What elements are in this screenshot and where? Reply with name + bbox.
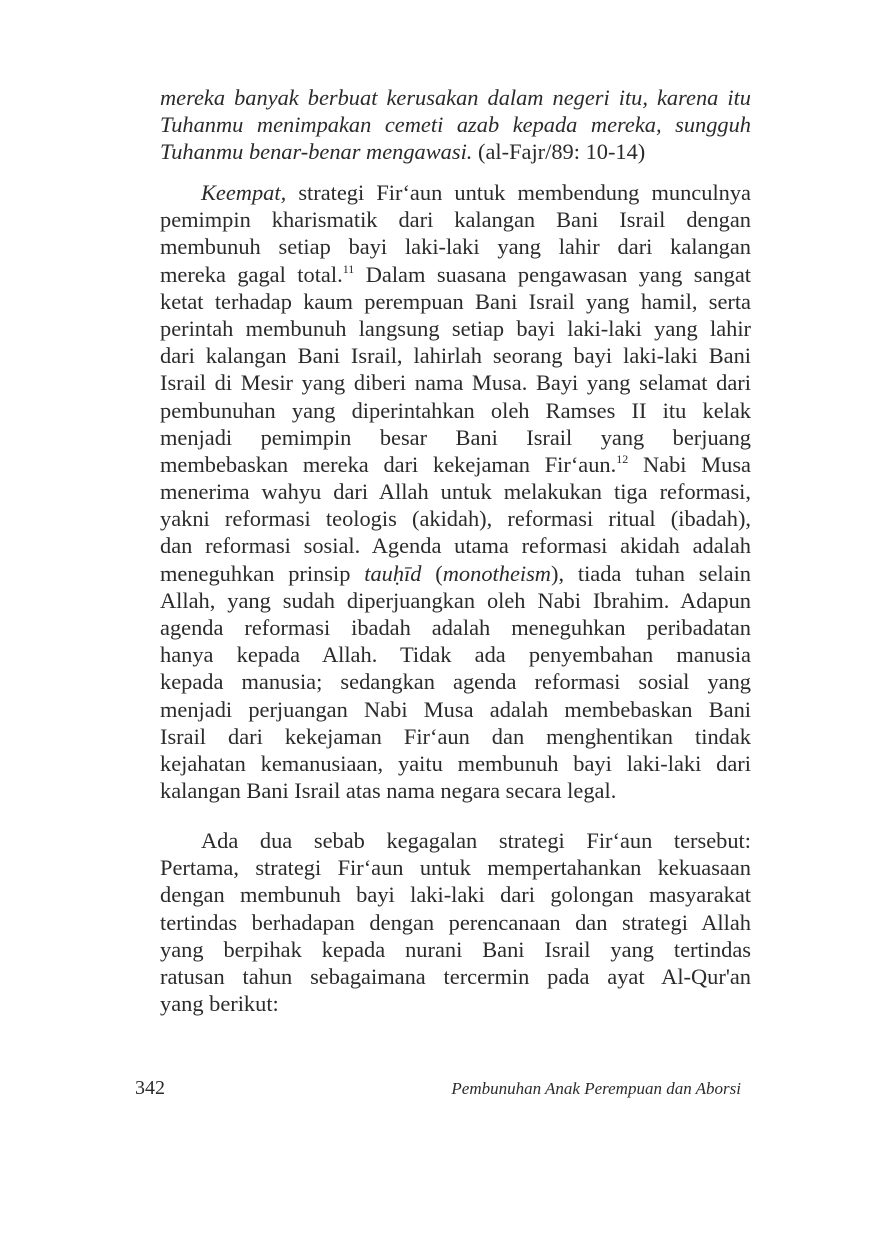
term-monotheism: monotheism (442, 560, 551, 586)
paragraph-line: yang berpihak kepada nurani Bani Israil yang tertindas (160, 936, 751, 962)
quote-line: mereka banyak berbuat kerusakan dalam negeri itu, karena itu (160, 85, 751, 110)
keempat-marker: Keempat, (201, 180, 287, 205)
paragraph-line: kalangan Bani Israil atas nama negara secara legal. (160, 778, 617, 804)
paragraph-line: yang berikut: (160, 991, 279, 1017)
paragraph-line: pembunuhan yang diperintahkan oleh Ramses II itu kelak (160, 397, 751, 423)
footnote-ref-11[interactable]: 11 (342, 261, 355, 276)
paragraph-line: menjadi perjuangan Nabi Musa adalah membebaskan Bani (160, 696, 751, 722)
quote-line: Tuhanmu menimpakan cemeti azab kepada mereka, sungguh (160, 112, 751, 138)
paragraph-line: Allah, yang sudah diperjuangkan oleh Nabi Ibrahim. Adapun (160, 587, 751, 613)
quote-text: Tuhanmu benar-benar mengawasi. (160, 139, 473, 165)
running-title: Pembunuhan Anak Perempuan dan Aborsi (451, 1079, 741, 1098)
paragraph-line: kepada manusia; sedangkan agenda reformasi sosial yang (160, 669, 751, 695)
paragraph-line: mereka gagal total.$^{11}$ Dalam suasana pengawasan yang sangat (160, 261, 751, 287)
paragraph-line: dan reformasi sosial. Agenda utama reformasi akidah adalah (160, 533, 751, 559)
quote-translation-tail (160, 84, 751, 166)
paragraph-line: ketat terhadap kaum perempuan Bani Israil yang hamil, serta (160, 288, 751, 314)
paragraph-line: Ada dua sebab kegagalan strategi Fir‘aun tersebut: (201, 828, 751, 853)
paragraph-line: membebaskan mereka dari kekejaman Fir‘aun.$^{12}$ Nabi Musa (160, 451, 751, 477)
paragraph-line: agenda reformasi ibadah adalah meneguhkan peribadatan (160, 615, 751, 640)
paragraph-keempat (160, 179, 751, 804)
paragraph-line: pemimpin kharismatik dari kalangan Bani Israil dengan (160, 207, 751, 233)
paragraph-line: kejahatan kemanusiaan, yaitu membunuh bayi laki-laki dari (160, 750, 751, 776)
paragraph-line: dengan membunuh bayi laki-laki dari golongan masyarakat (160, 882, 751, 908)
paragraph-line: Keempat, strategi Fir‘aun untuk membendung munculnya (201, 180, 751, 205)
page-number: 342 (135, 1077, 165, 1099)
quote-reference: (al-Fajr/89: 10-14) (472, 139, 646, 165)
paragraph-line: tertindas berhadapan dengan perencanaan dan strategi Allah (160, 909, 751, 935)
paragraph-line: yakni reformasi teologis (akidah), reformasi ritual (ibadah), (160, 506, 751, 532)
paragraph-line: perintah membunuh langsung setiap bayi laki-laki yang lahir (160, 315, 751, 341)
paragraph-line: hanya kepada Allah. Tidak ada penyembahan manusia (160, 642, 751, 668)
paragraph-line: Israil di Mesir yang diberi nama Musa. Bayi yang selamat dari (160, 370, 751, 396)
paragraph-line: menerima wahyu dari Allah untuk melakukan tiga reformasi, (160, 479, 751, 505)
paragraph-line: dari kalangan Bani Israil, lahirlah seorang bayi laki-laki Bani (160, 343, 751, 369)
paragraph-line: membunuh setiap bayi laki-laki yang lahir dari kalangan (160, 234, 751, 260)
paragraph-dua-sebab (160, 827, 751, 1017)
paragraph-line: Pertama, strategi Fir‘aun untuk mempertahankan kekuasaan (160, 855, 751, 881)
paragraph-line: Israil dari kekejaman Fir‘aun dan menghentikan tindak (160, 723, 751, 749)
paragraph-line: meneguhkan prinsip tauḥīd (monotheism), tiada tuhan selain (160, 560, 751, 586)
term-tauhid: tauḥīd (364, 560, 422, 586)
quote-line-with-reference (160, 138, 751, 165)
paragraph-line: ratusan tahun sebagaimana tercermin pada ayat Al-Qur'an (160, 963, 751, 989)
paragraph-line: menjadi pemimpin besar Bani Israil yang berjuang (160, 424, 751, 450)
footnote-ref-12[interactable]: 12 (616, 451, 629, 466)
